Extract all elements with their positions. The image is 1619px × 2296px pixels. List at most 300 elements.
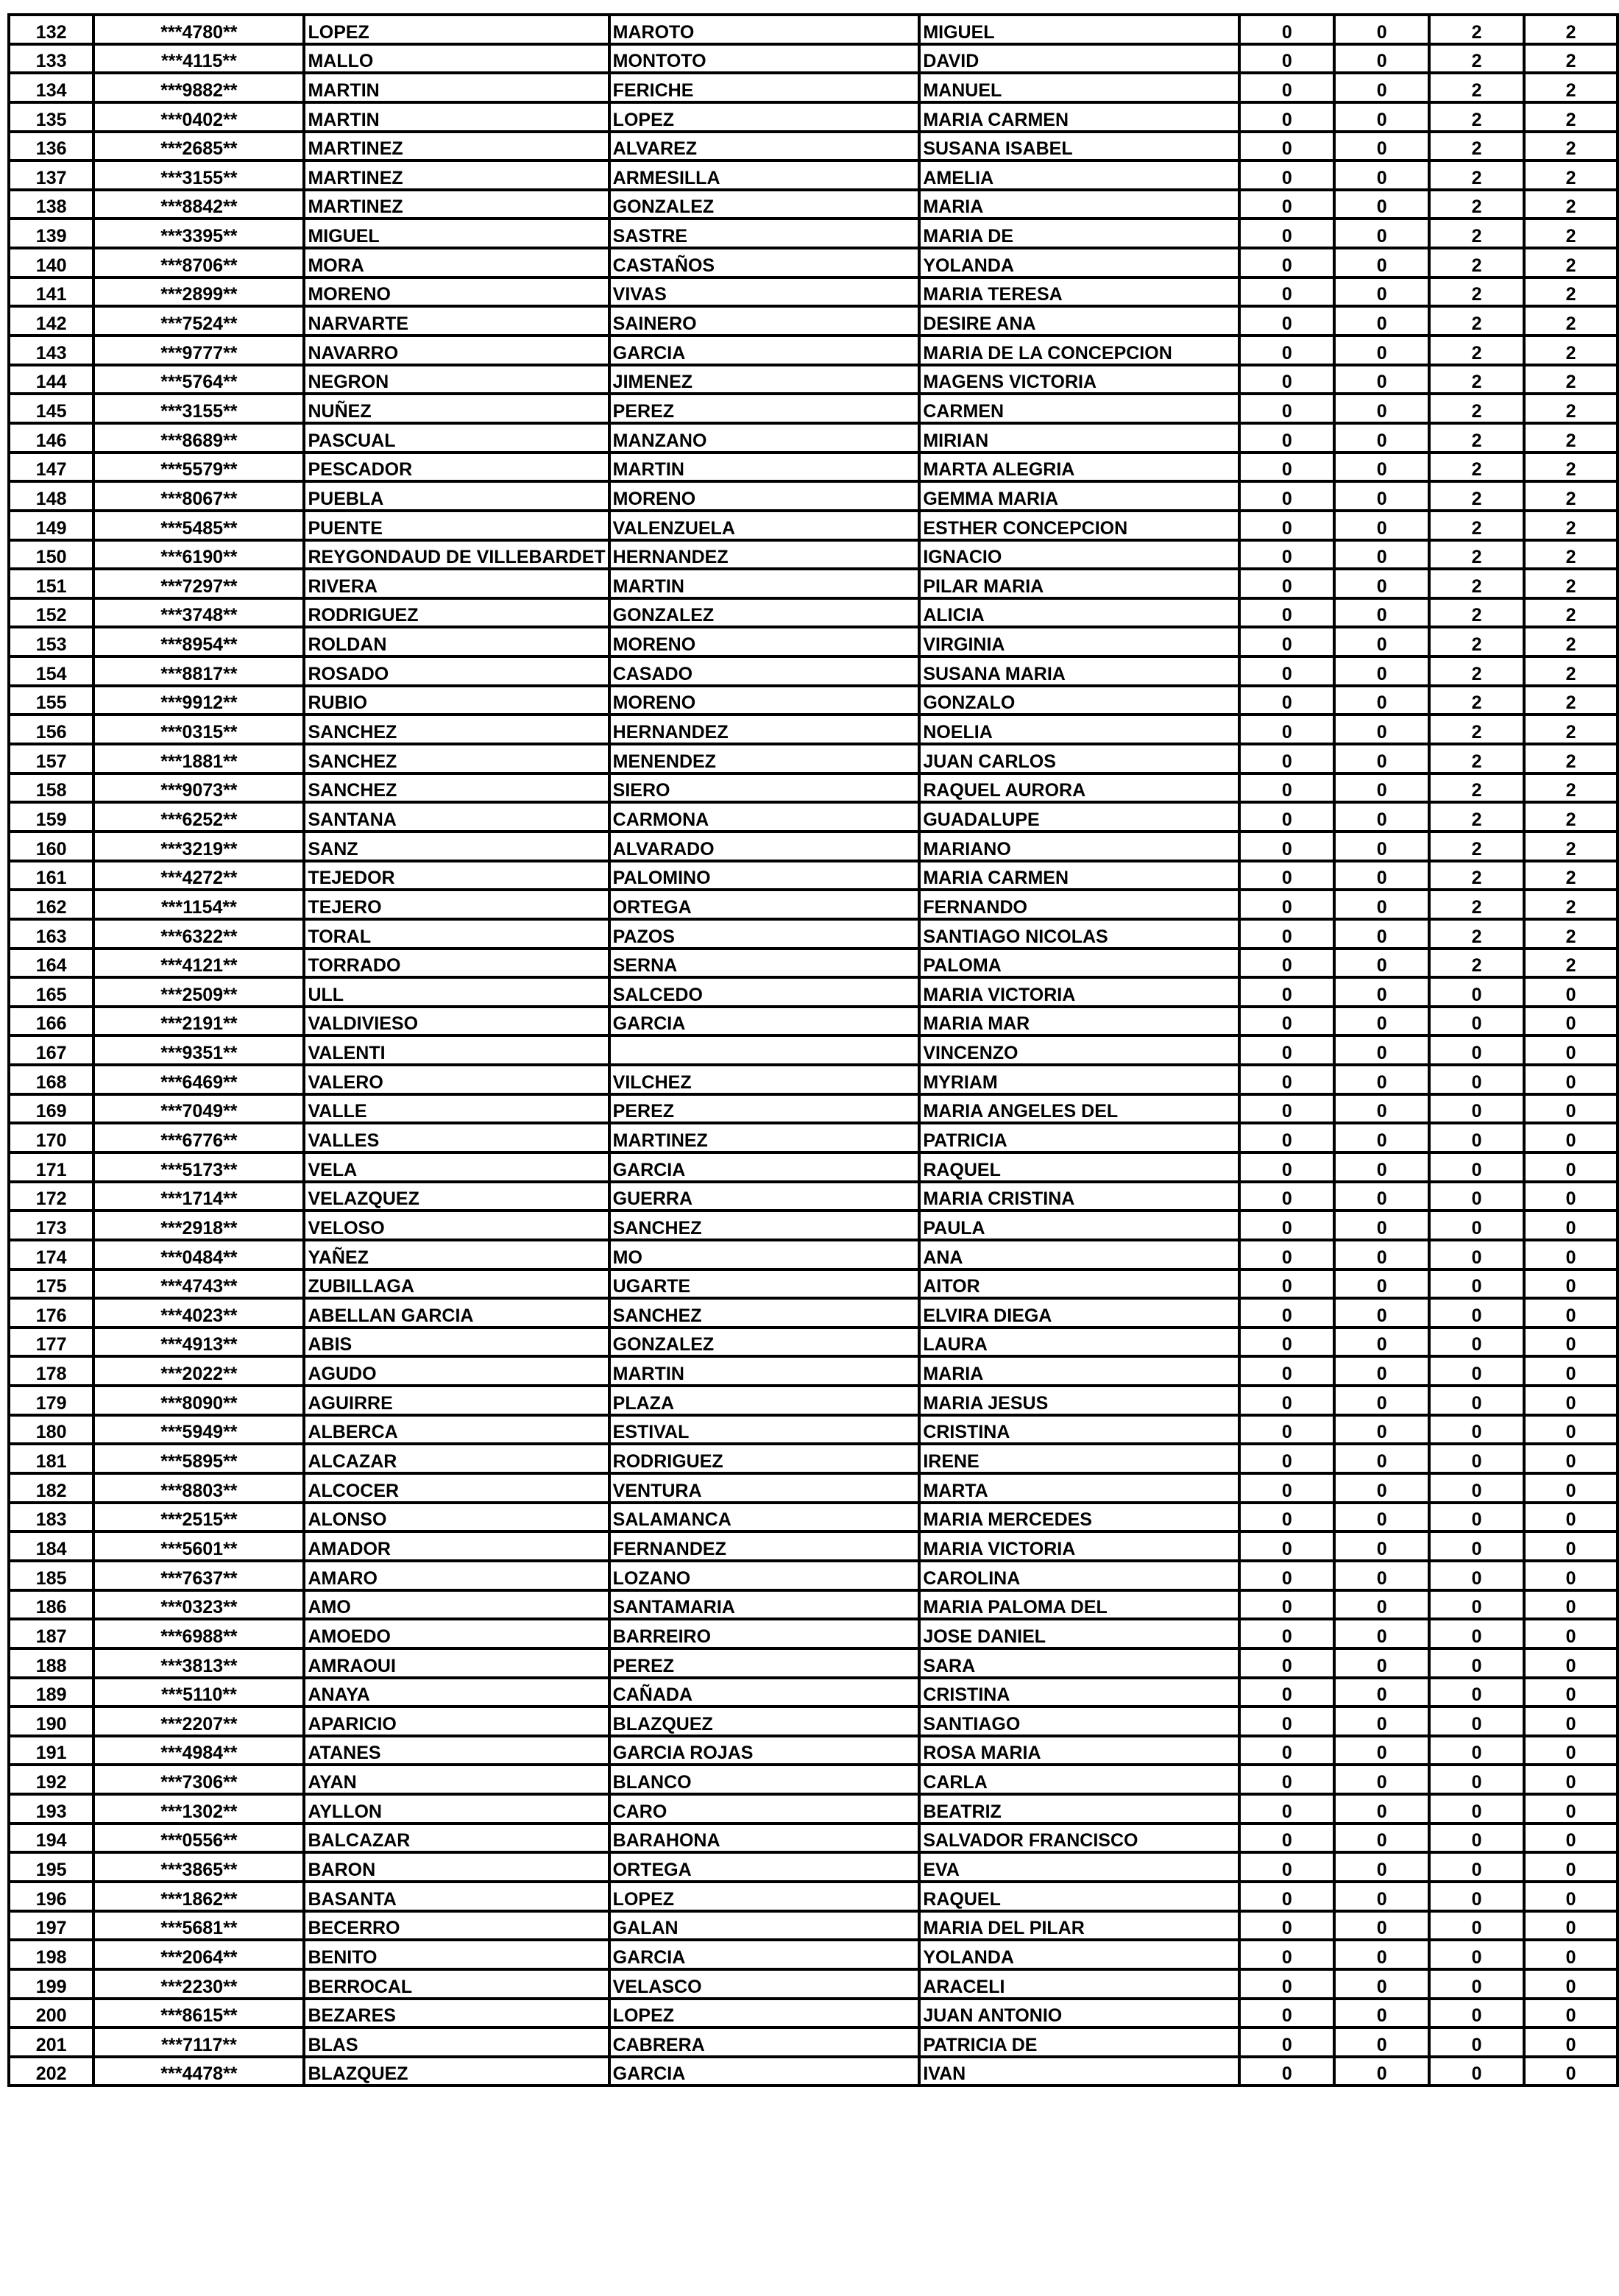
cell-row-number: 172 (9, 1182, 93, 1211)
cell-score-total: 0 (1524, 1707, 1618, 1736)
cell-given-name: MANUEL (919, 73, 1239, 102)
cell-surname-1: AMOEDO (304, 1619, 609, 1648)
table-row (9, 540, 1618, 570)
table-row (9, 802, 1618, 832)
cell-given-name: ROSA MARIA (919, 1736, 1239, 1765)
cell-given-name: IRENE (919, 1444, 1239, 1473)
cell-row-number: 144 (9, 365, 93, 394)
cell-score-total: 2 (1524, 394, 1618, 423)
cell-id-masked: ***1154** (93, 890, 304, 919)
cell-score-total: 0 (1524, 1852, 1618, 1882)
cell-score-2: 0 (1334, 423, 1429, 453)
cell-given-name: MARIA JESUS (919, 1386, 1239, 1415)
cell-score-total: 0 (1524, 1415, 1618, 1445)
cell-score-1: 0 (1239, 453, 1334, 482)
table-row (9, 656, 1618, 686)
cell-score-2: 0 (1334, 1007, 1429, 1036)
cell-row-number: 173 (9, 1211, 93, 1240)
cell-id-masked: ***2685** (93, 132, 304, 161)
cell-id-masked: ***5895** (93, 1444, 304, 1473)
cell-score-3: 0 (1429, 1298, 1524, 1328)
cell-row-number: 154 (9, 656, 93, 686)
cell-score-1: 0 (1239, 1152, 1334, 1182)
cell-score-2: 0 (1334, 277, 1429, 307)
cell-score-3: 2 (1429, 219, 1524, 248)
cell-given-name: ELVIRA DIEGA (919, 1298, 1239, 1328)
cell-score-3: 0 (1429, 1182, 1524, 1211)
table-row (9, 832, 1618, 861)
cell-score-total: 0 (1524, 1824, 1618, 1853)
cell-id-masked: ***4115** (93, 44, 304, 74)
cell-score-3: 0 (1429, 1531, 1524, 1561)
cell-score-total: 0 (1524, 1298, 1618, 1328)
cell-row-number: 167 (9, 1035, 93, 1065)
cell-row-number: 185 (9, 1561, 93, 1590)
cell-surname-2: HERNANDEZ (609, 715, 920, 744)
cell-score-total: 0 (1524, 1678, 1618, 1707)
cell-score-3: 0 (1429, 1152, 1524, 1182)
cell-id-masked: ***0315** (93, 715, 304, 744)
cell-score-3: 2 (1429, 132, 1524, 161)
cell-surname-1: NUÑEZ (304, 394, 609, 423)
cell-surname-1: BERROCAL (304, 1969, 609, 1999)
cell-score-1: 0 (1239, 2027, 1334, 2057)
cell-given-name: MARTA ALEGRIA (919, 453, 1239, 482)
cell-score-3: 0 (1429, 1794, 1524, 1824)
table-row (9, 919, 1618, 949)
cell-score-total: 2 (1524, 744, 1618, 773)
cell-score-2: 0 (1334, 1561, 1429, 1590)
cell-id-masked: ***2064** (93, 1940, 304, 1969)
cell-surname-2: PEREZ (609, 1094, 920, 1124)
cell-surname-1: VELOSO (304, 1211, 609, 1240)
cell-score-1: 0 (1239, 336, 1334, 365)
cell-id-masked: ***5949** (93, 1415, 304, 1445)
cell-score-3: 2 (1429, 656, 1524, 686)
cell-score-1: 0 (1239, 132, 1334, 161)
cell-surname-1: MARTIN (304, 102, 609, 132)
cell-score-2: 0 (1334, 2057, 1429, 2086)
table-row (9, 248, 1618, 277)
cell-surname-2: BARAHONA (609, 1824, 920, 1853)
cell-given-name: MARTA (919, 1473, 1239, 1503)
table-row (9, 73, 1618, 102)
cell-score-1: 0 (1239, 832, 1334, 861)
cell-row-number: 165 (9, 977, 93, 1007)
cell-given-name: JOSE DANIEL (919, 1619, 1239, 1648)
cell-id-masked: ***6190** (93, 540, 304, 570)
cell-score-2: 0 (1334, 190, 1429, 219)
cell-score-3: 0 (1429, 1648, 1524, 1678)
cell-score-1: 0 (1239, 1386, 1334, 1415)
cell-score-total: 0 (1524, 1328, 1618, 1357)
cell-score-3: 0 (1429, 1065, 1524, 1094)
cell-given-name: PATRICIA (919, 1123, 1239, 1152)
cell-score-2: 0 (1334, 977, 1429, 1007)
table-row (9, 1882, 1618, 1911)
cell-score-3: 2 (1429, 569, 1524, 598)
cell-score-2: 0 (1334, 306, 1429, 336)
table-row (9, 1619, 1618, 1648)
cell-given-name: MARIA PALOMA DEL (919, 1590, 1239, 1620)
cell-row-number: 140 (9, 248, 93, 277)
cell-surname-1: MALLO (304, 44, 609, 74)
cell-row-number: 161 (9, 861, 93, 890)
cell-score-3: 0 (1429, 1765, 1524, 1794)
cell-score-total: 0 (1524, 1619, 1618, 1648)
cell-surname-1: PESCADOR (304, 453, 609, 482)
cell-score-total: 0 (1524, 1123, 1618, 1152)
cell-surname-2: VENTURA (609, 1473, 920, 1503)
cell-score-2: 0 (1334, 15, 1429, 44)
cell-score-total: 2 (1524, 686, 1618, 715)
cell-score-total: 2 (1524, 453, 1618, 482)
cell-surname-1: ATANES (304, 1736, 609, 1765)
cell-surname-1: NAVARRO (304, 336, 609, 365)
cell-id-masked: ***9777** (93, 336, 304, 365)
cell-score-3: 0 (1429, 1882, 1524, 1911)
table-row (9, 627, 1618, 656)
cell-row-number: 190 (9, 1707, 93, 1736)
cell-surname-1: MARTINEZ (304, 132, 609, 161)
cell-given-name: MARIA DE LA CONCEPCION (919, 336, 1239, 365)
cell-given-name: FERNANDO (919, 890, 1239, 919)
table-row (9, 1473, 1618, 1503)
cell-surname-1: AMRAOUI (304, 1648, 609, 1678)
cell-score-1: 0 (1239, 1065, 1334, 1094)
cell-given-name: YOLANDA (919, 1940, 1239, 1969)
cell-score-total: 2 (1524, 598, 1618, 628)
cell-surname-2: BLAZQUEZ (609, 1707, 920, 1736)
cell-score-1: 0 (1239, 1852, 1334, 1882)
cell-score-2: 0 (1334, 1940, 1429, 1969)
cell-score-2: 0 (1334, 1648, 1429, 1678)
cell-row-number: 174 (9, 1240, 93, 1269)
cell-score-3: 0 (1429, 1619, 1524, 1648)
cell-id-masked: ***8706** (93, 248, 304, 277)
cell-score-1: 0 (1239, 1531, 1334, 1561)
cell-given-name: AITOR (919, 1269, 1239, 1299)
table-row (9, 1678, 1618, 1707)
cell-score-3: 2 (1429, 306, 1524, 336)
cell-score-3: 0 (1429, 1094, 1524, 1124)
cell-surname-1: TORAL (304, 919, 609, 949)
table-row (9, 1561, 1618, 1590)
cell-surname-2: GARCIA (609, 1007, 920, 1036)
cell-row-number: 138 (9, 190, 93, 219)
cell-score-1: 0 (1239, 598, 1334, 628)
cell-score-1: 0 (1239, 481, 1334, 511)
cell-score-2: 0 (1334, 686, 1429, 715)
cell-score-total: 0 (1524, 1503, 1618, 1532)
cell-score-2: 0 (1334, 890, 1429, 919)
cell-given-name: MIGUEL (919, 15, 1239, 44)
cell-score-total: 0 (1524, 1561, 1618, 1590)
cell-score-3: 2 (1429, 744, 1524, 773)
cell-id-masked: ***2230** (93, 1969, 304, 1999)
cell-score-2: 0 (1334, 1852, 1429, 1882)
cell-id-masked: ***3219** (93, 832, 304, 861)
table-row (9, 686, 1618, 715)
cell-score-3: 2 (1429, 248, 1524, 277)
cell-id-masked: ***7637** (93, 1561, 304, 1590)
table-row (9, 219, 1618, 248)
cell-score-3: 2 (1429, 160, 1524, 190)
table-row (9, 132, 1618, 161)
cell-score-1: 0 (1239, 1007, 1334, 1036)
cell-row-number: 155 (9, 686, 93, 715)
cell-score-3: 2 (1429, 423, 1524, 453)
cell-score-2: 0 (1334, 248, 1429, 277)
cell-score-total: 0 (1524, 1035, 1618, 1065)
cell-score-3: 0 (1429, 1736, 1524, 1765)
cell-score-total: 2 (1524, 890, 1618, 919)
cell-surname-2: SERNA (609, 949, 920, 978)
cell-surname-2: PEREZ (609, 394, 920, 423)
cell-surname-1: ALCAZAR (304, 1444, 609, 1473)
cell-id-masked: ***0484** (93, 1240, 304, 1269)
cell-surname-1: VELAZQUEZ (304, 1182, 609, 1211)
cell-score-total: 2 (1524, 190, 1618, 219)
cell-row-number: 186 (9, 1590, 93, 1620)
cell-score-2: 0 (1334, 540, 1429, 570)
cell-surname-1: AGUDO (304, 1356, 609, 1386)
cell-score-3: 2 (1429, 773, 1524, 803)
cell-score-total: 2 (1524, 481, 1618, 511)
cell-id-masked: ***4913** (93, 1328, 304, 1357)
cell-score-3: 0 (1429, 2057, 1524, 2086)
cell-surname-2: ALVAREZ (609, 132, 920, 161)
cell-row-number: 178 (9, 1356, 93, 1386)
cell-surname-1: REYGONDAUD DE VILLEBARDET (304, 540, 609, 570)
cell-score-1: 0 (1239, 977, 1334, 1007)
cell-score-total: 2 (1524, 569, 1618, 598)
cell-surname-1: BALCAZAR (304, 1824, 609, 1853)
cell-score-1: 0 (1239, 73, 1334, 102)
cell-surname-1: PASCUAL (304, 423, 609, 453)
cell-score-2: 0 (1334, 1824, 1429, 1853)
cell-surname-2: SANCHEZ (609, 1298, 920, 1328)
cell-score-3: 2 (1429, 190, 1524, 219)
cell-score-1: 0 (1239, 1619, 1334, 1648)
cell-score-2: 0 (1334, 1415, 1429, 1445)
cell-score-1: 0 (1239, 569, 1334, 598)
cell-score-2: 0 (1334, 949, 1429, 978)
cell-score-1: 0 (1239, 686, 1334, 715)
cell-score-2: 0 (1334, 1386, 1429, 1415)
cell-score-3: 2 (1429, 336, 1524, 365)
table-row (9, 306, 1618, 336)
cell-score-1: 0 (1239, 1356, 1334, 1386)
cell-given-name: ALICIA (919, 598, 1239, 628)
cell-score-total: 2 (1524, 540, 1618, 570)
cell-score-total: 2 (1524, 219, 1618, 248)
cell-id-masked: ***6776** (93, 1123, 304, 1152)
cell-id-masked: ***3813** (93, 1648, 304, 1678)
table-row (9, 1094, 1618, 1124)
cell-score-total: 0 (1524, 1531, 1618, 1561)
cell-score-2: 0 (1334, 102, 1429, 132)
cell-id-masked: ***8090** (93, 1386, 304, 1415)
cell-row-number: 146 (9, 423, 93, 453)
cell-surname-1: BLAS (304, 2027, 609, 2057)
cell-id-masked: ***3395** (93, 219, 304, 248)
cell-given-name: AMELIA (919, 160, 1239, 190)
cell-score-total: 0 (1524, 1648, 1618, 1678)
cell-score-1: 0 (1239, 394, 1334, 423)
cell-row-number: 163 (9, 919, 93, 949)
cell-score-1: 0 (1239, 744, 1334, 773)
cell-row-number: 150 (9, 540, 93, 570)
cell-score-1: 0 (1239, 102, 1334, 132)
cell-score-2: 0 (1334, 802, 1429, 832)
cell-surname-2: PEREZ (609, 1648, 920, 1678)
cell-score-1: 0 (1239, 277, 1334, 307)
cell-score-1: 0 (1239, 1503, 1334, 1532)
cell-row-number: 159 (9, 802, 93, 832)
cell-score-total: 2 (1524, 44, 1618, 74)
cell-surname-1: ANAYA (304, 1678, 609, 1707)
cell-surname-2: BLANCO (609, 1765, 920, 1794)
cell-score-2: 0 (1334, 1999, 1429, 2028)
table-row (9, 1648, 1618, 1678)
cell-score-total: 2 (1524, 277, 1618, 307)
cell-surname-1: MIGUEL (304, 219, 609, 248)
table-row (9, 1269, 1618, 1299)
cell-given-name: MARIA DE (919, 219, 1239, 248)
cell-id-masked: ***8842** (93, 190, 304, 219)
cell-given-name: GUADALUPE (919, 802, 1239, 832)
table-row (9, 1444, 1618, 1473)
cell-given-name: MARIA MERCEDES (919, 1503, 1239, 1532)
cell-score-2: 0 (1334, 394, 1429, 423)
cell-score-total: 0 (1524, 1007, 1618, 1036)
cell-score-3: 0 (1429, 1240, 1524, 1269)
cell-surname-1: RUBIO (304, 686, 609, 715)
cell-surname-2: PLAZA (609, 1386, 920, 1415)
cell-score-2: 0 (1334, 1531, 1429, 1561)
cell-surname-1: SANTANA (304, 802, 609, 832)
cell-score-1: 0 (1239, 248, 1334, 277)
cell-score-3: 2 (1429, 540, 1524, 570)
cell-row-number: 133 (9, 44, 93, 74)
cell-row-number: 187 (9, 1619, 93, 1648)
cell-surname-1: LOPEZ (304, 15, 609, 44)
cell-row-number: 191 (9, 1736, 93, 1765)
table-row (9, 1386, 1618, 1415)
cell-surname-2: SANTAMARIA (609, 1590, 920, 1620)
cell-score-1: 0 (1239, 540, 1334, 570)
cell-score-2: 0 (1334, 1328, 1429, 1357)
cell-row-number: 156 (9, 715, 93, 744)
cell-score-total: 2 (1524, 949, 1618, 978)
cell-surname-2: MARTIN (609, 1356, 920, 1386)
cell-surname-2: ORTEGA (609, 890, 920, 919)
cell-score-total: 2 (1524, 656, 1618, 686)
cell-row-number: 132 (9, 15, 93, 44)
cell-score-3: 2 (1429, 949, 1524, 978)
table-row (9, 15, 1618, 44)
cell-score-3: 2 (1429, 102, 1524, 132)
table-row (9, 1911, 1618, 1941)
table-row (9, 1794, 1618, 1824)
cell-id-masked: ***2918** (93, 1211, 304, 1240)
cell-score-2: 0 (1334, 1473, 1429, 1503)
cell-score-2: 0 (1334, 44, 1429, 74)
cell-surname-1: ROLDAN (304, 627, 609, 656)
cell-score-3: 0 (1429, 1211, 1524, 1240)
cell-score-3: 0 (1429, 1035, 1524, 1065)
cell-id-masked: ***4743** (93, 1269, 304, 1299)
table-row (9, 1007, 1618, 1036)
cell-surname-1: MARTINEZ (304, 190, 609, 219)
cell-score-1: 0 (1239, 1298, 1334, 1328)
cell-score-total: 2 (1524, 336, 1618, 365)
cell-row-number: 182 (9, 1473, 93, 1503)
cell-id-masked: ***0556** (93, 1824, 304, 1853)
cell-row-number: 188 (9, 1648, 93, 1678)
cell-score-1: 0 (1239, 1211, 1334, 1240)
table-row (9, 1182, 1618, 1211)
table-row (9, 598, 1618, 628)
cell-surname-2: MORENO (609, 481, 920, 511)
cell-surname-2: ALVARADO (609, 832, 920, 861)
cell-given-name: DESIRE ANA (919, 306, 1239, 336)
table-row (9, 423, 1618, 453)
cell-given-name: SARA (919, 1648, 1239, 1678)
cell-score-total: 2 (1524, 102, 1618, 132)
cell-given-name: GONZALO (919, 686, 1239, 715)
table-row (9, 1736, 1618, 1765)
cell-surname-1: TEJERO (304, 890, 609, 919)
table-row (9, 481, 1618, 511)
cell-row-number: 170 (9, 1123, 93, 1152)
cell-score-2: 0 (1334, 627, 1429, 656)
cell-score-total: 0 (1524, 1911, 1618, 1941)
cell-score-total: 0 (1524, 1094, 1618, 1124)
cell-score-3: 2 (1429, 394, 1524, 423)
table-row (9, 277, 1618, 307)
cell-score-total: 0 (1524, 1211, 1618, 1240)
cell-given-name: RAQUEL AURORA (919, 773, 1239, 803)
cell-given-name: NOELIA (919, 715, 1239, 744)
cell-score-1: 0 (1239, 1678, 1334, 1707)
cell-score-2: 0 (1334, 511, 1429, 540)
cell-surname-2: MANZANO (609, 423, 920, 453)
cell-score-3: 0 (1429, 1444, 1524, 1473)
cell-score-1: 0 (1239, 44, 1334, 74)
cell-score-3: 0 (1429, 1707, 1524, 1736)
table-row (9, 715, 1618, 744)
cell-id-masked: ***8067** (93, 481, 304, 511)
cell-score-1: 0 (1239, 627, 1334, 656)
cell-row-number: 175 (9, 1269, 93, 1299)
cell-id-masked: ***3155** (93, 160, 304, 190)
cell-score-total: 2 (1524, 773, 1618, 803)
cell-score-total: 0 (1524, 2027, 1618, 2057)
cell-id-masked: ***4780** (93, 15, 304, 44)
cell-row-number: 136 (9, 132, 93, 161)
cell-score-3: 2 (1429, 44, 1524, 74)
cell-score-1: 0 (1239, 1911, 1334, 1941)
cell-row-number: 149 (9, 511, 93, 540)
cell-row-number: 148 (9, 481, 93, 511)
cell-score-total: 0 (1524, 1182, 1618, 1211)
cell-given-name: CARLA (919, 1765, 1239, 1794)
cell-score-3: 0 (1429, 977, 1524, 1007)
cell-score-1: 0 (1239, 919, 1334, 949)
cell-id-masked: ***4478** (93, 2057, 304, 2086)
